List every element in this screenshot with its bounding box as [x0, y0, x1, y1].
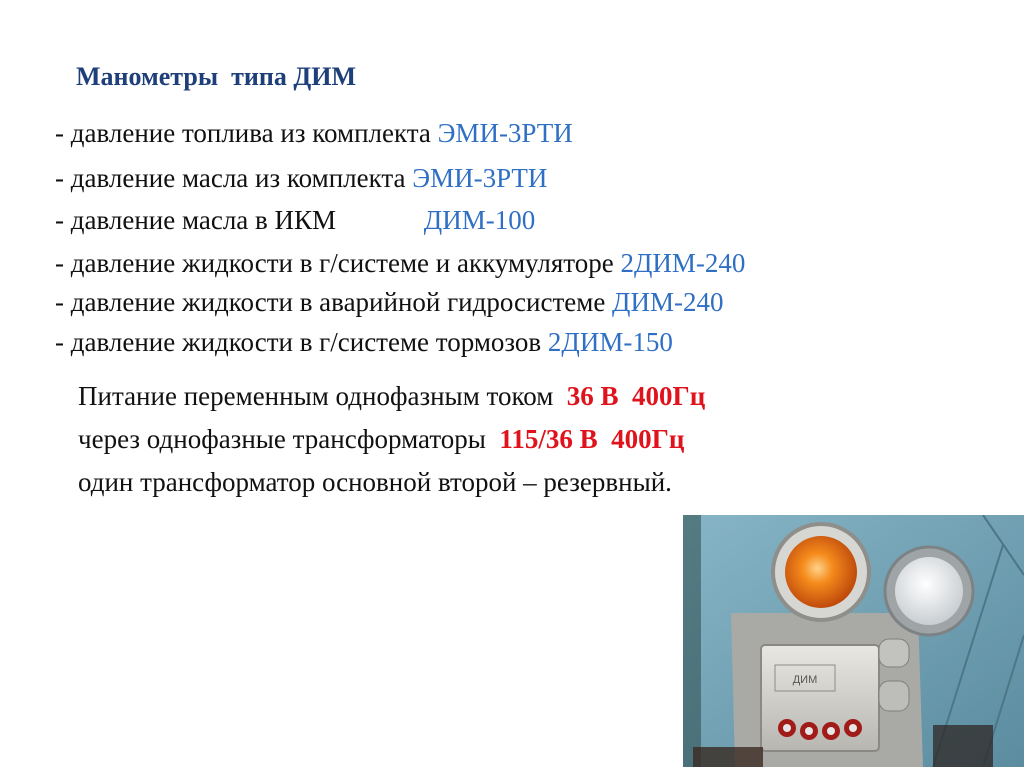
- gauge-text: - давление жидкости в г/системе и аккумуляторе: [55, 248, 621, 278]
- power-text: Питание переменным однофазным током: [78, 381, 567, 411]
- gauge-text: - давление жидкости в аварийной гидросистеме: [55, 287, 613, 317]
- gauge-line: [55, 205, 535, 236]
- gauge-code: 2ДИМ-150: [547, 327, 673, 357]
- power-line: [78, 381, 705, 412]
- gauge-line: [55, 287, 723, 318]
- gauge-code: ЭМИ-3РТИ: [437, 118, 573, 148]
- gauge-line: [55, 327, 673, 358]
- gauge-code: ДИМ-240: [612, 287, 724, 317]
- power-line: [78, 424, 684, 455]
- gauge-line: [55, 118, 573, 149]
- gauge-panel-photo: [683, 515, 1024, 767]
- power-value: 115/36 В 400Гц: [499, 424, 685, 454]
- power-line: [78, 467, 672, 498]
- connector: [879, 639, 909, 667]
- white-lamp: [895, 557, 963, 625]
- gauge-text: - давление масла из комплекта: [55, 163, 413, 193]
- gauge-text: - давление топлива из комплекта: [55, 118, 438, 148]
- connector: [879, 681, 909, 711]
- power-value: 36 В 400Гц: [566, 381, 706, 411]
- device-label: ДИМ: [792, 674, 818, 686]
- gauge-code: 2ДИМ-240: [620, 248, 746, 278]
- gauge-text: - давление масла в ИКМ: [55, 205, 424, 235]
- gauge-code: ДИМ-100: [423, 205, 536, 235]
- power-text: через однофазные трансформаторы: [78, 424, 500, 454]
- power-text: один трансформатор основной второй – резервный.: [78, 467, 672, 497]
- orange-warning-lamp: [785, 536, 857, 608]
- gauge-text: - давление жидкости в г/системе тормозов: [55, 327, 548, 357]
- gauge-line: [55, 163, 547, 194]
- gauge-indicator-box: [761, 645, 879, 751]
- slide-title: Манометры типа ДИМ: [76, 62, 357, 91]
- gauge-line: [55, 248, 745, 279]
- gauge-code: ЭМИ-3РТИ: [412, 163, 548, 193]
